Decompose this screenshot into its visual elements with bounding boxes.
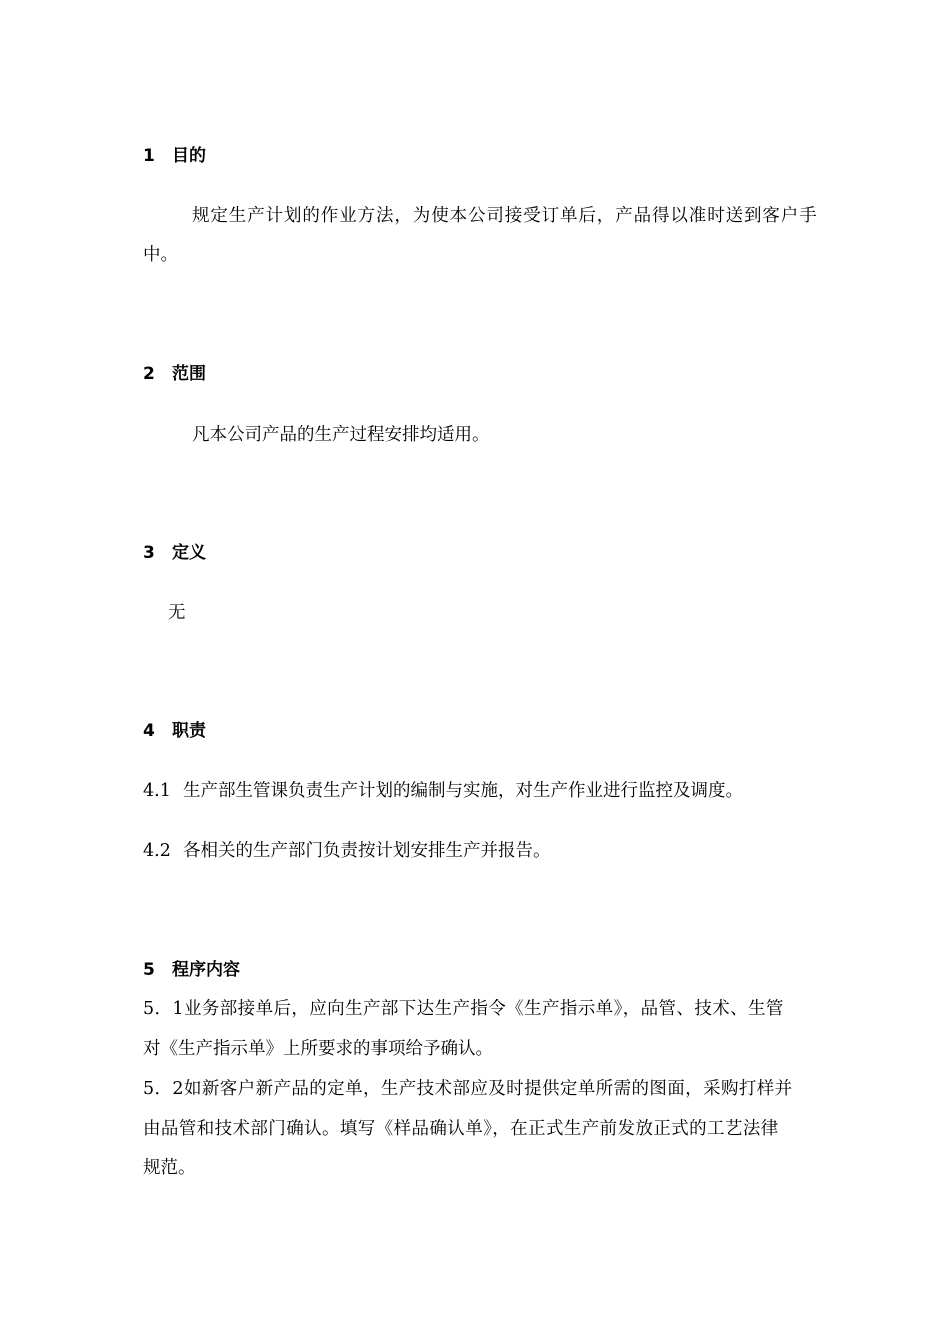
- section-1-heading: [143, 144, 206, 168]
- section-2-body: 凡本公司产品的生产过程安排均适用。: [192, 425, 490, 445]
- section-2-heading: [143, 362, 206, 386]
- section-4-heading: [143, 719, 206, 743]
- section-title: 程序内容: [172, 960, 240, 980]
- procedure-item-5-1-line-2: 对《生产指示单》上所要求的事项给予确认。: [143, 1039, 493, 1059]
- procedure-item-5-2-line-2: 由品管和技术部门确认。填写《样品确认单》，在正式生产前发放正式的工艺法律: [143, 1119, 779, 1139]
- section-title: 范围: [172, 364, 206, 384]
- item-text-line: 如新客户新产品的定单，生产技术部应及时提供定单所需的图面，采购打样并: [183, 1079, 793, 1099]
- section-3-heading: [143, 541, 206, 565]
- section-number: 3: [143, 543, 155, 563]
- section-number: 4: [143, 721, 155, 741]
- item-number: 4.1: [143, 781, 171, 801]
- item-number: 5．2: [143, 1079, 184, 1099]
- responsibility-item-4-1: [143, 779, 743, 803]
- item-number: 4.2: [143, 841, 171, 861]
- section-3-body: 无: [168, 603, 186, 623]
- procedure-item-5-1-line-1: [143, 997, 837, 1021]
- responsibility-item-4-2: [143, 839, 551, 863]
- item-number: 5．1: [143, 999, 184, 1019]
- item-text: 各相关的生产部门负责按计划安排生产并报告。: [183, 841, 551, 861]
- procedure-item-5-2-line-1: [143, 1077, 837, 1101]
- procedure-item-5-2-line-3: 规范。: [143, 1158, 196, 1178]
- section-number: 1: [143, 146, 155, 166]
- section-title: 目的: [172, 146, 206, 166]
- section-number: 2: [143, 364, 155, 384]
- item-text: 生产部生管课负责生产计划的编制与实施，对生产作业进行监控及调度。: [183, 781, 743, 801]
- section-1-body-line-1: 规定生产计划的作业方法，为使本公司接受订单后，产品得以准时送到客户手: [192, 206, 818, 226]
- section-title: 职责: [172, 721, 206, 741]
- section-1-body-line-2: 中。: [143, 245, 178, 265]
- section-title: 定义: [172, 543, 206, 563]
- section-5-heading: [143, 958, 240, 982]
- section-number: 5: [143, 960, 155, 980]
- item-text-line: 业务部接单后，应向生产部下达生产指令《生产指示单》，品管、技术、生管: [183, 999, 784, 1019]
